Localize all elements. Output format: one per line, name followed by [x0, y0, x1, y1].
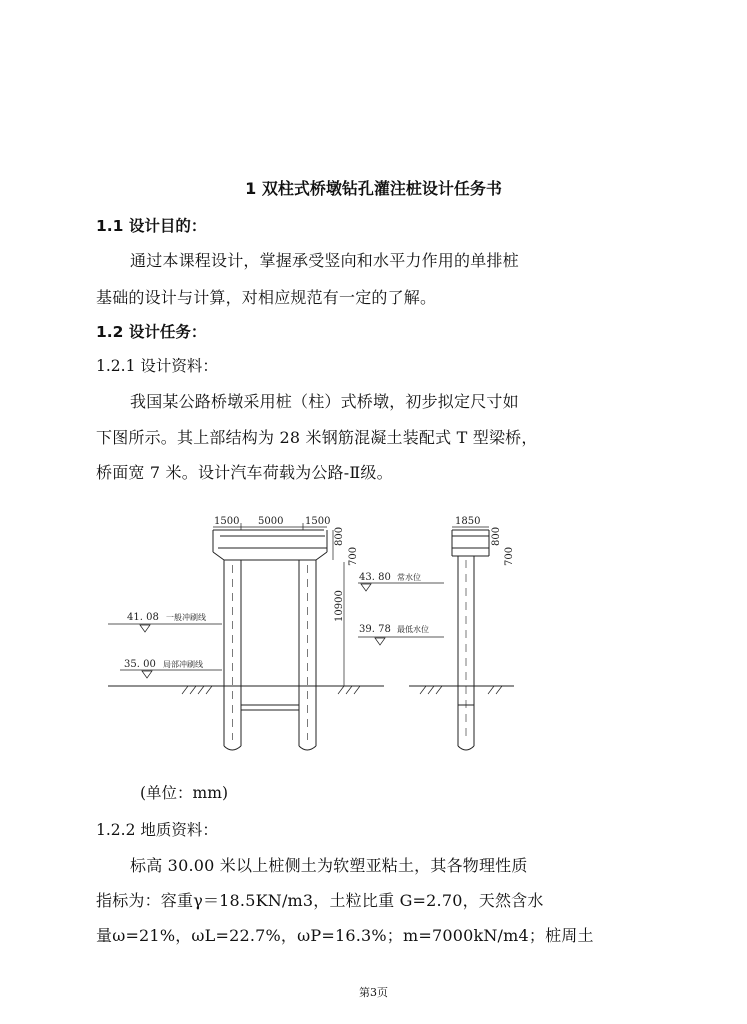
section-1-1-line: 通过本课程设计，掌握承受竖向和水平力作用的单排桩 [130, 251, 519, 270]
dim-700: 700 [348, 546, 359, 566]
low-water-level-value: 39. 78 [359, 624, 391, 635]
dim-left: 1500 [214, 516, 240, 527]
unit-note: (单位：mm) [140, 784, 228, 802]
normal-water-level-value: 43. 80 [359, 572, 391, 583]
section-1-2-1-title: 1.2.1 设计资料： [96, 357, 218, 375]
section-1-2-2-line: 标高 30.00 米以上桩侧土为软塑亚粘土，其各物理性质 [130, 856, 528, 875]
section-1-2-2-line: 量ω=21%，ωL=22.7%，ωP=16.3%；m=7000kN/m4；桩周土 [96, 926, 594, 945]
section-1-1-title: 1.1 设计目的： [96, 217, 207, 235]
dim-right: 1500 [305, 516, 331, 527]
document-heading: 1 双柱式桥墩钻孔灌注桩设计任务书 [245, 179, 502, 198]
dim-10900: 10900 [334, 590, 345, 622]
section-1-1-line: 基础的设计与计算，对相应规范有一定的了解。 [96, 288, 437, 307]
section-1-2-1-line: 桥面宽 7 米。设计汽车荷载为公路-Ⅱ级。 [96, 463, 393, 482]
section-1-2-1-line: 下图所示。其上部结构为 28 米钢筋混凝土装配式 T 型梁桥， [96, 428, 538, 447]
dim-side-800: 800 [491, 526, 502, 546]
side-elevation [409, 527, 514, 750]
section-1-2-2-title: 1.2.2 地质资料： [96, 821, 218, 839]
cap-beam [213, 530, 327, 560]
low-water-level-label: 最低水位 [397, 625, 429, 634]
page-number: 第3页 [359, 986, 388, 999]
dim-side-width: 1850 [455, 516, 481, 527]
section-1-2-2-line: 指标为：容重γ＝18.5KN/m3，土粒比重 G=2.70，天然含水 [96, 891, 544, 910]
pier-elevation-drawing [0, 505, 747, 765]
local-scour-label: 局部冲刷线 [163, 660, 203, 669]
general-scour-value: 41. 08 [127, 612, 159, 623]
normal-water-level-label: 常水位 [397, 573, 421, 582]
dim-mid: 5000 [258, 516, 284, 527]
pile-right [299, 560, 316, 750]
local-scour-value: 35. 00 [124, 659, 156, 670]
pile-left [224, 560, 241, 750]
dim-side-700: 700 [504, 546, 515, 566]
section-1-2-title: 1.2 设计任务： [96, 323, 207, 341]
dim-800: 800 [334, 526, 345, 546]
general-scour-label: 一般冲刷线 [166, 613, 206, 622]
section-1-2-1-line: 我国某公路桥墩采用桩（柱）式桥墩，初步拟定尺寸如 [130, 392, 519, 411]
ground-hatch [182, 686, 360, 694]
